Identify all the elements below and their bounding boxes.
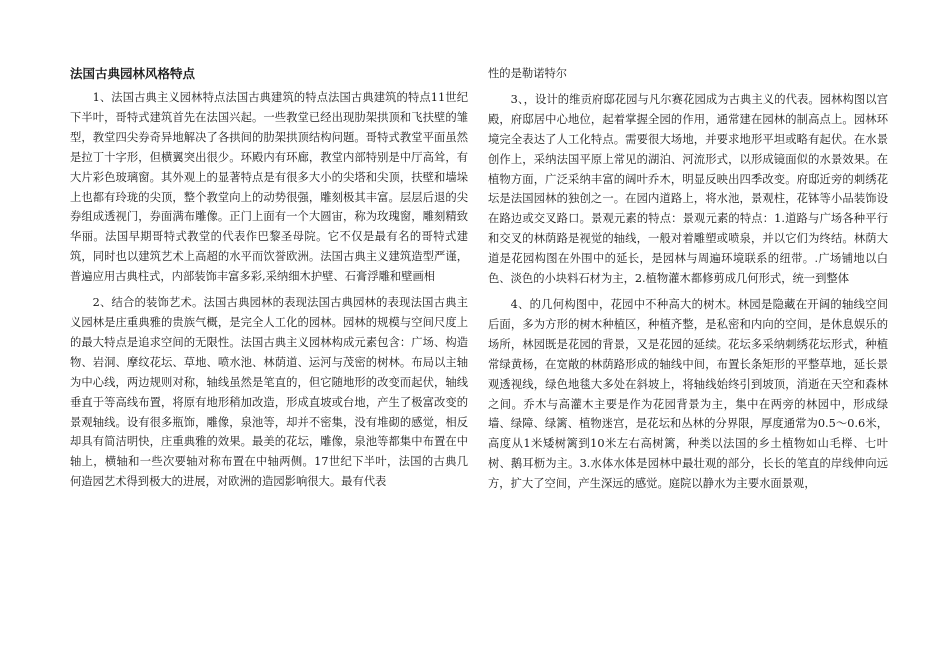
left-column <box>70 64 468 492</box>
right-column <box>488 64 888 494</box>
paragraph-2: 2、结合的装饰艺术。法国古典园林的表现法国古典园林的表现法国古典主义园林是庄重典雅的贵族气概，是完全人工化的园林。园林的规模与空间尺度上的最大特点是追求空间的无限性。法国古典主义园林构成元素包含：广场、构造物、岩洞、摩纹花坛、草地、喷水池、林荫道、运河与茂密的树林。布局以主轴为中心线，两边规则对称，轴线虽然是笔直的，但它随地形的改变而起伏，轴线垂直于等高线布置，将原有地形稍加改造，形成直坡或台地，产生了极富改变的景观轴线。设有很多瓶饰，雕像，泉池等，却并不密集，没有堆砌的感觉，相反却具有简洁明快，庄重典雅的效果。最美的花坛，雕像，泉池等都集中布置在中轴上，横轴和一些次要轴对称布置在中轴两侧。17世纪下半叶，法国的古典几何造园艺术得到极大的进展，对欧洲的造园影响很大。最有代表 <box>70 296 468 489</box>
paragraph-continuation: 性的是勒诺特尔 <box>488 67 568 80</box>
paragraph-1: 1、法国古典主义园林特点法国古典建筑的特点法国古典建筑的特点11世纪下半叶，哥特式建筑首先在法国兴起。一些教堂已经出现肋架拱顶和飞扶壁的雏型，教堂四尖券奇异地解决了各拱间的肋架拱顶结构问题。哥特式教堂平面虽然是拉丁十字形，但横翼突出很少。环殿内有环廊，教堂内部特别是中厅高耸，有大片彩色玻璃窗。其外观上的显著特点是有很多大小的尖塔和尖顶，扶壁和墙垛上也都有玲珑的尖顶，整个教堂向上的动势很强，雕刻极其丰富。层层后退的尖券组成透视门，券面满布雕像。正门上面有一个大圆宙，称为玫瑰窗，雕刻精致华丽。法国早期哥特式教堂的代表作巴黎圣母院。它不仅是最有名的哥特式建筑，同时也以建筑艺术上高超的水平而饮誉欧洲。法国古典主义建筑造型严谨，普遍应用古典柱式，内部装饰丰富多彩,采纳细木护壁、石膏浮雕和壁画相 <box>70 91 468 284</box>
paragraph-4: 4、的几何构图中，花园中不种高大的树木。林园是隐藏在开阔的轴线空间后面，多为方形的树木种植区，种植齐整，是私密和内向的空间，是休息娱乐的场所，林园既是花园的背景，又是花园的延续。花坛多采纳刺绣花坛形式，种植常绿黄杨，在宽敞的林荫路形成的轴线中间，布置长条矩形的平整草地，延长景观透视线，绿色地毯大多处在斜坡上，将轴线始终引到坡顶，消逝在天空和森林之间。乔木与高灌木主要是作为花园背景为主，集中在两旁的林园中，形成绿墙、绿障、绿篱、植物迷宫，是花坛和丛林的分界限，厚度通常为0.5～0.6米，高度从1米矮树篱到10米左右高树篱，种类以法国的乡土植物如山毛榉、七叶树、鹅耳枥为主。3.水体水体是园林中最壮观的部分，长长的笔直的岸线伸向远方，扩大了空间，产生深远的感觉。庭院以静水为主要水面景观， <box>488 297 888 491</box>
paragraph-3: 3、，设计的维贡府邸花园与凡尔赛花园成为古典主义的代表。园林构图以宫殿，府邸居中心地位，起着掌握全园的作用，通常建在园林的制高点上。园林环境完全表达了人工化特点。需要很大场地，并要求地形平坦或略有起伏。在水景创作上，采纳法国平原上常见的湖泊、河流形式，以形成镜面似的水景效果。在植物方面，广泛采纳丰富的阔叶乔木，明显反映出四季改变。府邸近旁的刺绣花坛是法国园林的独创之一。在园内道路上，将水池，景观柱，花钵等小品装饰设在路边或交叉路口。景观元素的特点：景观元素的特点：1.道路与广场各种平行和交叉的林荫路是视觉的轴线，一般对着雕塑或喷泉，并以它们为终结。林荫大道是花园构图在外围中的延长，是园林与周遍环境联系的纽带。.广场铺地以白色、淡色的小块料石材为主，2.植物灌木都修剪成几何形式，统一到整体 <box>488 92 888 286</box>
document-title: 法国古典园林风格特点 <box>70 66 196 81</box>
